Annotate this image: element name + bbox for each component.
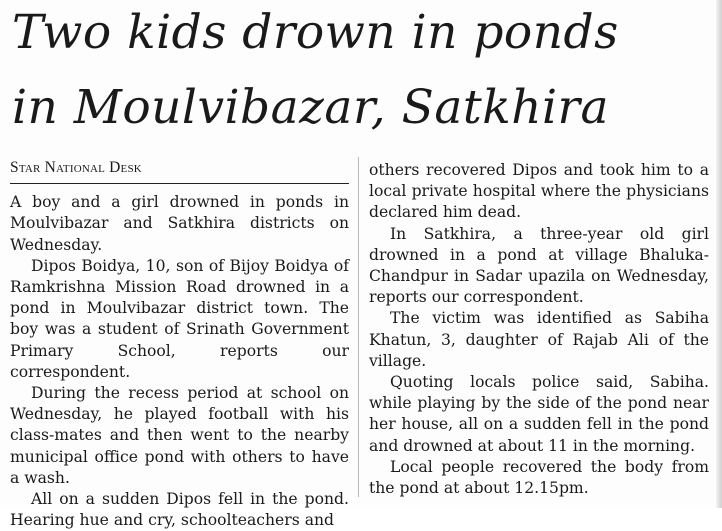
paragraph: The victim was identified as Sabiha Khatun, 3, daughter of Rajab Ali of the village. <box>369 309 709 370</box>
paragraph: A boy and a girl drowned in ponds in Moulvibazar and Satkhira districts on Wednesday. <box>10 193 349 254</box>
paragraph: All on a sudden Dipos fell in the pond. Hearing hue and cry, schoolteachers and <box>10 490 349 530</box>
article-column-right <box>369 160 709 499</box>
paragraph: Quoting locals police said, Sabiha. while playing by the side of the pond near her house, all on a sudden fell in the pond and drowned at about 11 in the morning. <box>369 373 709 455</box>
column-divider <box>358 157 359 497</box>
page-edge-shadow <box>716 0 722 508</box>
headline-line-2: in Moulvibazar, Satkhira <box>12 80 609 135</box>
headline-line-1: Two kids drown in ponds <box>12 5 619 60</box>
paragraph: others recovered Dipos and took him to a local private hospital where the physicians declared him dead. <box>369 161 709 222</box>
paragraph: In Satkhira, a three-year old girl drowned in a pond at village Bhaluka-Chandpur in Sadar upazila on Wednesday, reports our correspondent. <box>369 224 709 307</box>
byline-rule <box>10 183 349 184</box>
paragraph: Local people recovered the body from the pond at about 12.15pm. <box>369 457 709 498</box>
paragraph: During the recess period at school on Wednesday, he played football with his class-mates and then went to the nearby municipal office pond with others to have a wash. <box>10 384 349 487</box>
byline: Star National Desk <box>10 159 142 176</box>
paragraph: Dipos Boidya, 10, son of Bijoy Boidya of Ramkrishna Mission Road drowned in a pond in Moulvibazar district town. The boy was a student of Srinath Government Primary School, reports our correspondent. <box>10 256 349 381</box>
article-column-left <box>10 157 349 531</box>
